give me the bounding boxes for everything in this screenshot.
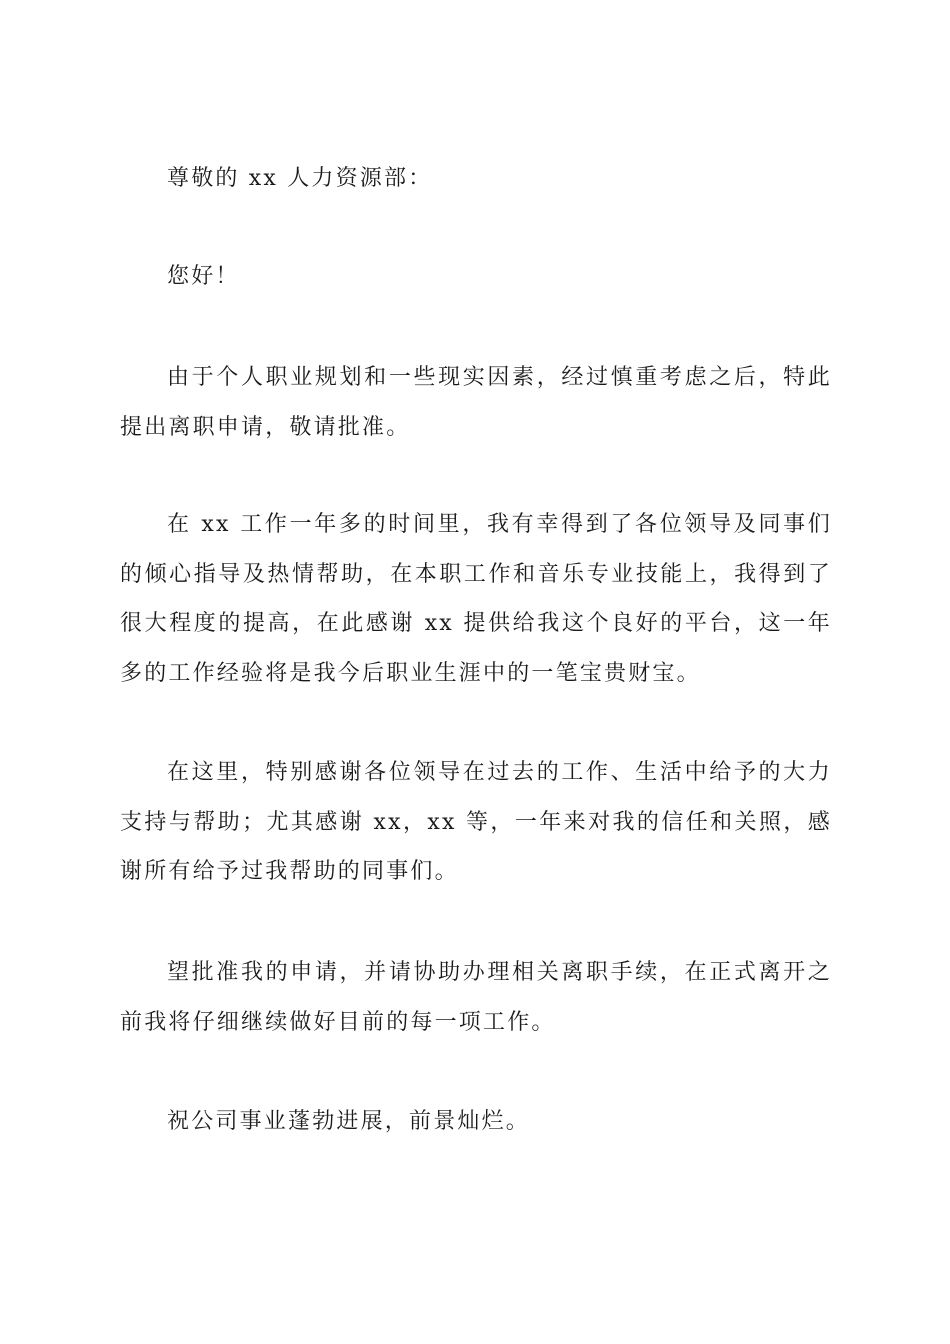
salutation: 尊敬的 xx 人力资源部： [167, 166, 433, 191]
paragraph-1: 由于个人职业规划和一些现实因素，经过慎重考虑之后，特此提出离职申请，敬请批准。 [120, 365, 832, 440]
paragraph-4: 望批准我的申请，并请协助办理相关离职手续，在正式离开之前我将仔细继续做好目前的每一项工作。 [120, 960, 832, 1035]
greeting: 您好！ [167, 264, 240, 289]
paragraph-3: 在这里，特别感谢各位领导在过去的工作、生活中给予的大力支持与帮助；尤其感谢 xx，xx 等，一年来对我的信任和关照，感谢所有给予过我帮助的同事们。 [120, 760, 832, 884]
closing: 祝公司事业蓬勃进展，前景灿烂。 [167, 1109, 531, 1134]
paragraph-2: 在 xx 工作一年多的时间里，我有幸得到了各位领导及同事们的倾心指导及热情帮助，在本职工作和音乐专业技能上，我得到了很大程度的提高，在此感谢 xx 提供给我这个良好的平台，这一年多的工作经验将是我今后职业生涯中的一笔宝贵财宝。 [120, 512, 832, 686]
